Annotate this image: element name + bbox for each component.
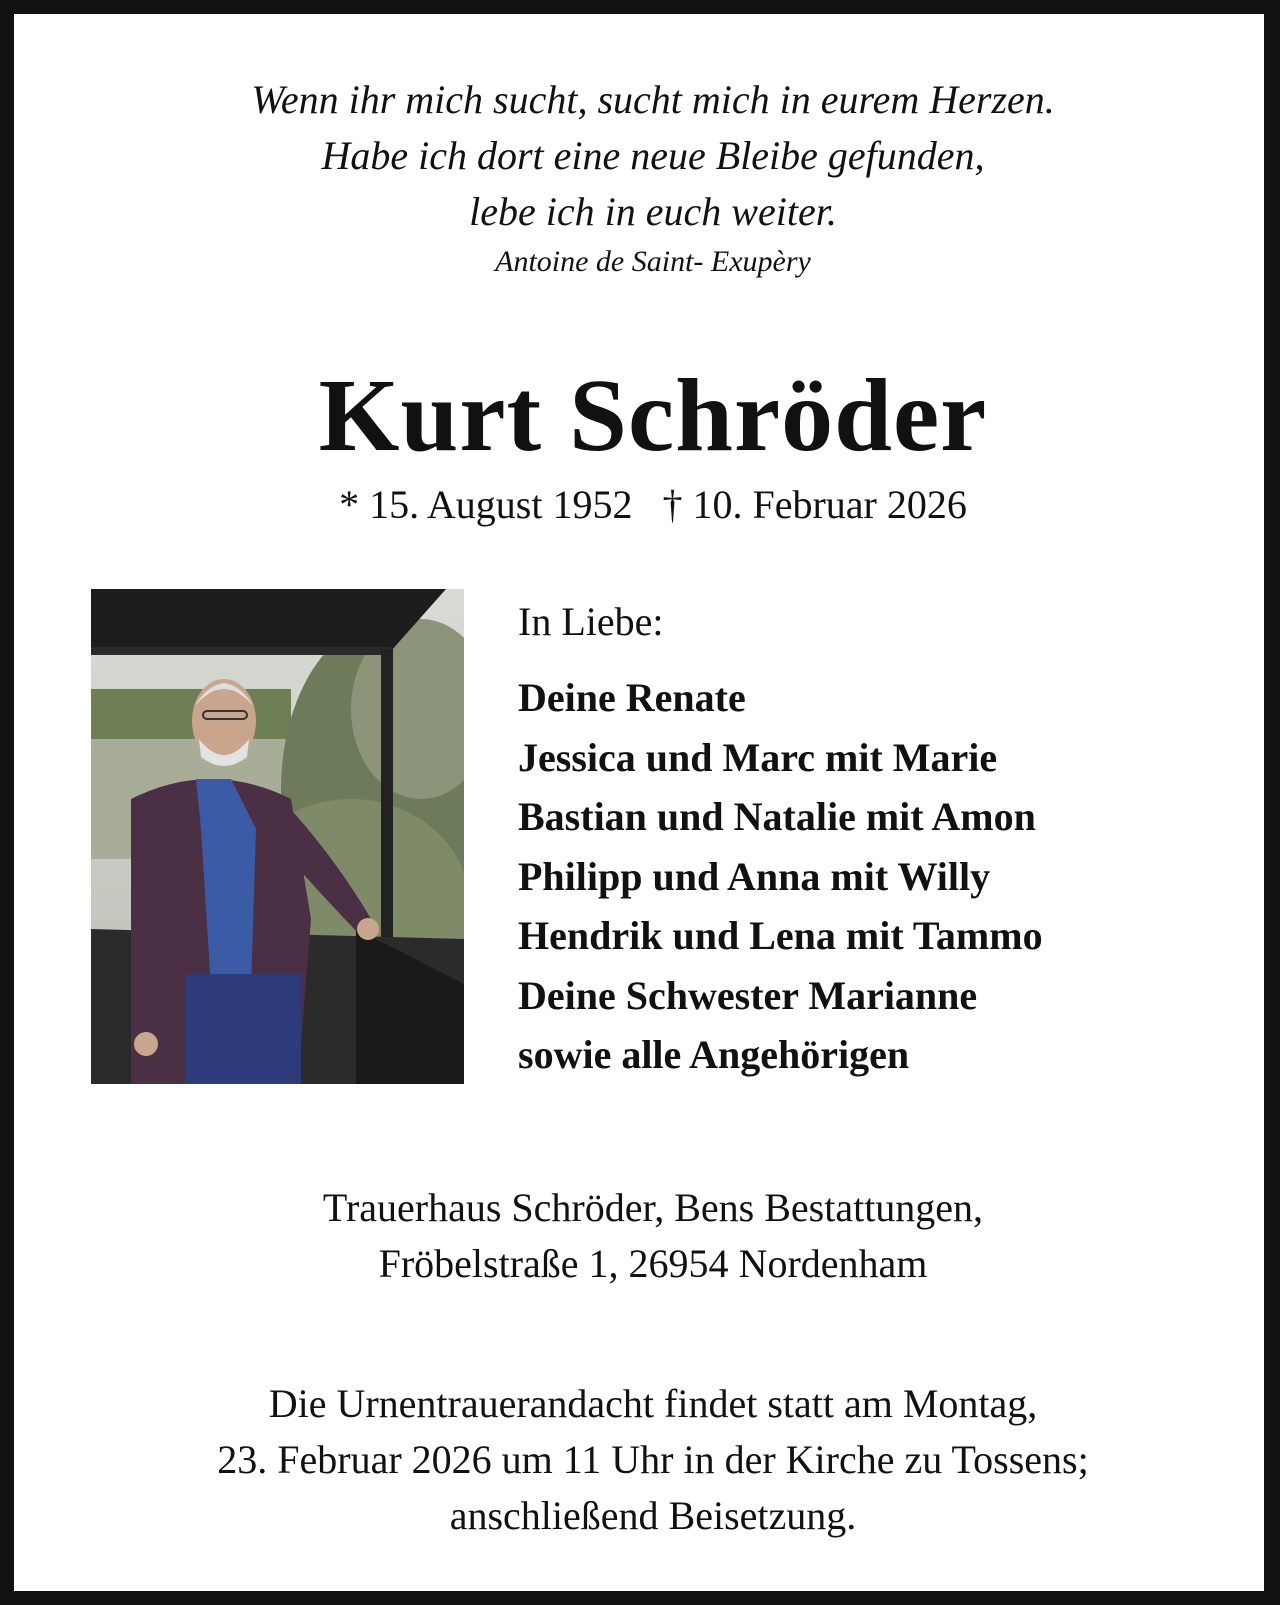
family-member: Deine Schwester Marianne [518,972,978,1018]
service-block [28,1376,1278,1544]
family-member: Bastian und Natalie mit Amon [518,794,1036,839]
service-line: 23. Februar 2026 um 11 Uhr in der Kirche zu Tossens; [217,1437,1089,1482]
family-member: Philipp und Anna mit Willy [518,853,991,899]
quote-author: Antoine de Saint- Exupèry [495,245,811,278]
address-block [28,1180,1278,1292]
family-section [518,598,1258,1085]
deceased-name: Kurt Schröder [318,358,988,473]
address-line: Fröbelstraße 1, 26954 Nordenham [378,1241,928,1286]
family-member: Hendrik und Lena mit Tammo [518,913,1043,958]
family-list [518,668,1258,1085]
life-dates: * 15. August 1952 † 10. Februar 2026 [339,482,967,527]
address-line: Trauerhaus Schröder, Bens Bestattungen, [322,1185,984,1230]
quote-line: lebe ich in euch weiter. [469,189,837,234]
family-member: Deine Renate [518,675,746,720]
portrait-photo [91,589,464,1084]
quote-line: Wenn ihr mich sucht, sucht mich in eurem Herzen. [251,77,1055,122]
family-member: sowie alle Angehörigen [518,1032,910,1077]
family-member: Jessica und Marc mit Marie [518,734,998,780]
quote-line: Habe ich dort eine neue Bleibe gefunden, [321,133,985,178]
service-line: anschließend Beisetzung. [449,1493,857,1538]
service-line: Die Urnentrauerandacht findet statt am Montag, [268,1381,1038,1426]
quote-block [28,72,1278,284]
family-intro: In Liebe: [518,599,664,644]
portrait-photo-illustration [91,589,464,1084]
